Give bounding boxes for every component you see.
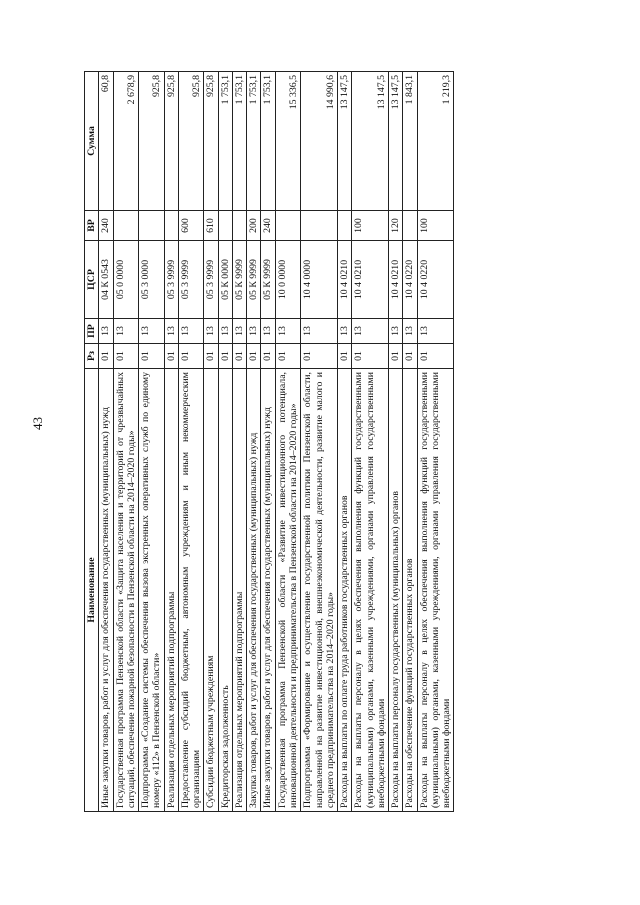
- table-row: [417, 72, 454, 812]
- row-name: Предоставление субсидий бюджетным, автономным учреждениям и иным некоммерческим организациям: [178, 369, 204, 812]
- row-name: Расходы на выплаты персоналу в целях обеспечения выполнения функций государственными (муниципальными) органами, казенными учреждениями, органами управления государственными внебюджетными фондами: [417, 369, 454, 812]
- table-row: [301, 72, 338, 812]
- row-name: Государственная программа Пензенской области «Защита населения и территорий от чрезвычайных ситуаций, обеспечение пожарной безопасности в Пензенской области на 2014–2020 годы»: [113, 369, 139, 812]
- row-rz: 01: [261, 344, 275, 369]
- row-rz: 01: [164, 344, 178, 369]
- row-csr: 04 К 0543: [99, 241, 113, 319]
- row-sum: 15 336,5: [275, 72, 301, 211]
- table-row: [99, 72, 113, 812]
- row-csr: 10 4 0210: [338, 241, 352, 319]
- row-pr: 13: [247, 319, 261, 344]
- row-sum: 925,8: [139, 72, 165, 211]
- header-name: Наименование: [85, 369, 99, 812]
- table-row: [113, 72, 139, 812]
- header-csr: ЦСР: [85, 241, 99, 319]
- table-row: [218, 72, 232, 812]
- row-rz: 01: [113, 344, 139, 369]
- header-vr: ВР: [85, 211, 99, 241]
- row-name: Расходы на выплаты персоналу государственных (муниципальных) органов: [389, 369, 403, 812]
- row-csr: 05 К 9999: [247, 241, 261, 319]
- row-csr: 05 К 9999: [261, 241, 275, 319]
- row-name: Субсидии бюджетным учреждениям: [204, 369, 218, 812]
- row-pr: 13: [204, 319, 218, 344]
- row-vr: 240: [261, 211, 275, 241]
- header-rz: Рз: [85, 344, 99, 369]
- row-csr: 05 3 9999: [204, 241, 218, 319]
- row-csr: 05 К 9999: [232, 241, 246, 319]
- table-row: [139, 72, 165, 812]
- table-row: [261, 72, 275, 812]
- row-vr: [403, 211, 417, 241]
- row-rz: 01: [352, 344, 389, 369]
- row-rz: 01: [301, 344, 338, 369]
- row-csr: 10 4 0210: [352, 241, 389, 319]
- row-vr: [113, 211, 139, 241]
- row-rz: 01: [218, 344, 232, 369]
- row-pr: 13: [99, 319, 113, 344]
- table-row: [389, 72, 403, 812]
- row-pr: 13: [178, 319, 204, 344]
- row-sum: 1 753,1: [247, 72, 261, 211]
- row-pr: 13: [232, 319, 246, 344]
- row-pr: 13: [261, 319, 275, 344]
- row-vr: 100: [352, 211, 389, 241]
- row-vr: 100: [417, 211, 454, 241]
- row-vr: [164, 211, 178, 241]
- row-rz: 01: [232, 344, 246, 369]
- row-csr: 10 4 0000: [301, 241, 338, 319]
- table-row: [338, 72, 352, 812]
- row-sum: 925,8: [204, 72, 218, 211]
- row-pr: 13: [301, 319, 338, 344]
- row-rz: 01: [275, 344, 301, 369]
- table-row: [232, 72, 246, 812]
- row-vr: [301, 211, 338, 241]
- table-body: [99, 72, 454, 812]
- row-rz: 01: [338, 344, 352, 369]
- row-name: Иные закупки товаров, работ и услуг для обеспечения государственных (муниципальных) нужд: [99, 369, 113, 812]
- row-sum: 14 990,6: [301, 72, 338, 211]
- row-rz: 01: [417, 344, 454, 369]
- row-sum: 13 147,5: [338, 72, 352, 211]
- rotated-page-content: [84, 72, 598, 812]
- row-pr: 13: [139, 319, 165, 344]
- row-pr: 13: [338, 319, 352, 344]
- table-row: [247, 72, 261, 812]
- row-csr: 10 4 0220: [403, 241, 417, 319]
- row-csr: 05 3 9999: [164, 241, 178, 319]
- row-name: Реализация отдельных мероприятий подпрограммы: [232, 369, 246, 812]
- row-vr: [338, 211, 352, 241]
- row-pr: 13: [275, 319, 301, 344]
- row-rz: 01: [99, 344, 113, 369]
- row-name: Расходы на выплаты по оплате труда работников государственных органов: [338, 369, 352, 812]
- row-vr: 600: [178, 211, 204, 241]
- row-sum: 1 753,1: [261, 72, 275, 211]
- table-row: [275, 72, 301, 812]
- header-pr: ПР: [85, 319, 99, 344]
- row-csr: 05 К 0000: [218, 241, 232, 319]
- row-csr: 10 4 0220: [417, 241, 454, 319]
- row-pr: 13: [352, 319, 389, 344]
- row-vr: [139, 211, 165, 241]
- row-name: Иные закупки товаров, работ и услуг для обеспечения государственных (муниципальных) нужд: [261, 369, 275, 812]
- row-name: Расходы на обеспечение функций государственных органов: [403, 369, 417, 812]
- row-name: Расходы на выплаты персоналу в целях обеспечения выполнения функций государственными (муниципальными) органами, казенными учреждениями, органами управления государственными внебюджетными фондами: [352, 369, 389, 812]
- row-sum: 1 753,1: [232, 72, 246, 211]
- row-rz: 01: [204, 344, 218, 369]
- row-rz: 01: [178, 344, 204, 369]
- row-pr: 13: [403, 319, 417, 344]
- row-vr: 240: [99, 211, 113, 241]
- table-row: [164, 72, 178, 812]
- row-vr: 120: [389, 211, 403, 241]
- row-pr: 13: [164, 319, 178, 344]
- row-pr: 13: [417, 319, 454, 344]
- budget-table: [84, 71, 454, 812]
- page-number: 43: [30, 417, 45, 430]
- row-vr: 610: [204, 211, 218, 241]
- row-sum: 1 753,1: [218, 72, 232, 211]
- row-pr: 13: [218, 319, 232, 344]
- row-sum: 1 843,1: [403, 72, 417, 211]
- row-vr: 200: [247, 211, 261, 241]
- row-rz: 01: [139, 344, 165, 369]
- row-csr: 10 4 0210: [389, 241, 403, 319]
- row-name: Подпрограмма «Формирование и осуществление государственной политики Пензенской области, направленной на развитие инвестиционной, внешнеэкономической деятельности, развитие малого и среднего предпринимательства на 2014–2020 годы»: [301, 369, 338, 812]
- row-sum: 13 147,5: [389, 72, 403, 211]
- row-name: Реализация отдельных мероприятий подпрограммы: [164, 369, 178, 812]
- row-vr: [275, 211, 301, 241]
- row-sum: 13 147,5: [352, 72, 389, 211]
- row-name: Кредиторская задолженность: [218, 369, 232, 812]
- row-name: Подпрограмма «Создание системы обеспечения вызова экстренных оперативных служб по единому номеру «112» в Пензенской области»: [139, 369, 165, 812]
- table-row: [403, 72, 417, 812]
- table-row: [178, 72, 204, 812]
- row-sum: 60,8: [99, 72, 113, 211]
- header-sum: Сумма: [85, 72, 99, 211]
- row-rz: 01: [389, 344, 403, 369]
- row-sum: 925,8: [164, 72, 178, 211]
- row-sum: 1 219,3: [417, 72, 454, 211]
- row-pr: 13: [113, 319, 139, 344]
- row-sum: 925,8: [178, 72, 204, 211]
- row-csr: 05 0 0000: [113, 241, 139, 319]
- row-pr: 13: [389, 319, 403, 344]
- row-name: Закупка товаров, работ и услуг для обеспечения государственных (муниципальных) нужд: [247, 369, 261, 812]
- row-vr: [232, 211, 246, 241]
- table-row: [204, 72, 218, 812]
- row-rz: 01: [403, 344, 417, 369]
- row-rz: 01: [247, 344, 261, 369]
- table-row: [352, 72, 389, 812]
- row-sum: 2 678,9: [113, 72, 139, 211]
- row-vr: [218, 211, 232, 241]
- table-header: [85, 72, 99, 812]
- row-csr: 10 0 0000: [275, 241, 301, 319]
- row-csr: 05 3 9999: [178, 241, 204, 319]
- row-name: Государственная программа Пензенской области «Развитие инвестиционного потенциала, инновационной деятельности и предпринимательства в Пензенской области на 2014–2020 годы»: [275, 369, 301, 812]
- row-csr: 05 3 0000: [139, 241, 165, 319]
- header-row: [85, 72, 99, 812]
